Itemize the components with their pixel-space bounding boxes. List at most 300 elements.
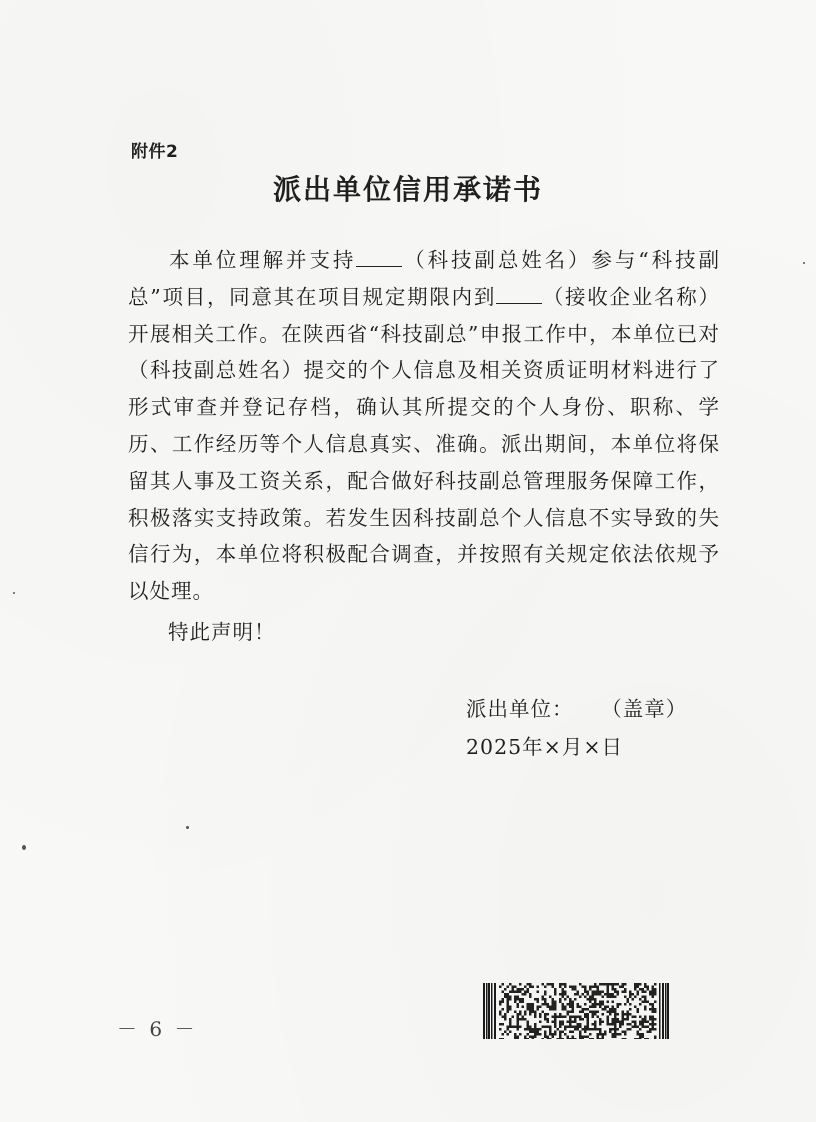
barcode-module xyxy=(607,1018,610,1021)
barcode-module xyxy=(542,998,545,1001)
barcode-module xyxy=(527,1008,530,1011)
barcode-module xyxy=(589,1011,592,1014)
barcode-module xyxy=(544,1036,547,1039)
barcode-module xyxy=(499,1038,502,1039)
barcode-module xyxy=(587,1008,590,1011)
barcode-module xyxy=(514,996,517,999)
barcode-module xyxy=(564,991,567,994)
barcode-module xyxy=(589,1001,592,1004)
barcode-module xyxy=(507,986,510,989)
barcode-module xyxy=(562,1016,565,1019)
barcode-module xyxy=(622,1016,625,1019)
barcode-module xyxy=(574,1018,577,1021)
barcode-module xyxy=(624,991,627,994)
barcode-module xyxy=(629,993,632,996)
barcode-module xyxy=(577,1016,580,1019)
barcode-module xyxy=(567,1003,570,1006)
barcode-module xyxy=(549,1008,552,1011)
barcode-module xyxy=(604,983,607,986)
barcode-module xyxy=(554,1033,557,1036)
barcode-module xyxy=(634,1016,637,1019)
barcode-module xyxy=(539,1021,542,1024)
barcode-module xyxy=(569,1018,572,1021)
barcode-module xyxy=(602,1021,605,1024)
barcode-module xyxy=(594,1013,597,1016)
barcode-module xyxy=(654,1028,657,1031)
barcode-module xyxy=(652,996,655,999)
barcode-module xyxy=(514,998,517,1001)
barcode-module xyxy=(529,1008,532,1011)
barcode-module xyxy=(557,1016,560,1019)
barcode-module xyxy=(642,1021,645,1024)
barcode-module xyxy=(594,983,597,986)
barcode-module xyxy=(532,1003,535,1006)
barcode-module xyxy=(564,1026,567,1029)
barcode-module xyxy=(529,1013,532,1016)
barcode-module xyxy=(592,1006,595,1009)
barcode-module xyxy=(534,1031,537,1034)
scan-speck xyxy=(13,592,15,594)
barcode-module xyxy=(532,1011,535,1014)
signature-block xyxy=(466,690,687,766)
scan-speck xyxy=(22,845,26,850)
barcode-module xyxy=(567,1011,570,1014)
barcode-module xyxy=(519,1001,522,1004)
barcode-module xyxy=(617,983,620,986)
barcode-module xyxy=(607,991,610,994)
barcode-module xyxy=(564,1028,567,1031)
barcode-module xyxy=(629,1013,632,1016)
barcode-module xyxy=(529,986,532,989)
barcode-module xyxy=(547,1003,550,1006)
barcode-module xyxy=(602,1001,605,1004)
body-segment-3: （接收企业名称）开展相关工作。在陕西省“科技副总”申报工作中，本单位已对（科技副总姓名）提交的个人信息及相关资质证明材料进行了形式审查并登记存档，确认其所提交的个人身份、职称、学历、工作经历等个人信息真实、准确。派出期间，本单位将保留其人事及工资关系，配合做好科技副总管理服务保障工作，积极落实支持政策。若发生因科技副总个人信息不实导致的失信行为，本单位将积极配合调查，并按照有关规定依法依规予以处理。 xyxy=(128,284,721,604)
barcode-module xyxy=(502,983,505,986)
barcode-module xyxy=(579,1006,582,1009)
barcode-module xyxy=(637,1026,640,1029)
barcode-module xyxy=(592,993,595,996)
barcode-module xyxy=(522,993,525,996)
barcode-module xyxy=(589,996,592,999)
barcode-module xyxy=(644,986,647,989)
barcode-module xyxy=(619,1026,622,1029)
barcode-module xyxy=(609,1008,612,1011)
barcode-module xyxy=(597,1016,600,1019)
barcode-module xyxy=(619,1023,622,1026)
barcode-module xyxy=(572,1026,575,1029)
barcode-module xyxy=(517,1018,520,1021)
barcode-module xyxy=(579,1016,582,1019)
barcode-module xyxy=(547,1006,550,1009)
barcode-module xyxy=(594,991,597,994)
barcode-module xyxy=(614,996,617,999)
barcode-module xyxy=(507,996,510,999)
barcode-module xyxy=(587,1013,590,1016)
barcode-module xyxy=(649,993,652,996)
barcode-module xyxy=(642,996,645,999)
barcode-module xyxy=(532,1036,535,1039)
barcode-module xyxy=(594,1006,597,1009)
barcode-module xyxy=(627,1018,630,1021)
barcode-module xyxy=(619,986,622,989)
barcode-module xyxy=(599,1031,602,1034)
barcode-module xyxy=(654,1008,657,1011)
barcode-module xyxy=(614,988,617,991)
barcode-module xyxy=(599,993,602,996)
barcode-module xyxy=(599,1001,602,1004)
barcode-module xyxy=(584,1008,587,1011)
barcode-module xyxy=(599,1018,602,1021)
barcode-module xyxy=(544,1031,547,1034)
barcode-module xyxy=(614,1018,617,1021)
barcode-module xyxy=(509,1023,512,1026)
barcode-module xyxy=(509,998,512,1001)
barcode-module xyxy=(554,1016,557,1019)
barcode-module xyxy=(517,988,520,991)
barcode-module xyxy=(499,1001,502,1004)
barcode-module xyxy=(587,1026,590,1029)
barcode-module xyxy=(562,983,565,986)
barcode-module xyxy=(629,1003,632,1006)
barcode-module xyxy=(627,1028,630,1031)
barcode-module xyxy=(622,1023,625,1026)
barcode-module xyxy=(577,1028,580,1031)
barcode-module xyxy=(519,1011,522,1014)
barcode-module xyxy=(654,988,657,991)
barcode-module xyxy=(639,1016,642,1019)
barcode-module xyxy=(647,1026,650,1029)
barcode-module xyxy=(532,986,535,989)
barcode-module xyxy=(577,1006,580,1009)
barcode-module xyxy=(534,1026,537,1029)
barcode-module xyxy=(604,1008,607,1011)
barcode-module xyxy=(559,1038,562,1039)
barcode-module xyxy=(537,1028,540,1031)
barcode-module xyxy=(572,1001,575,1004)
barcode-module xyxy=(507,1001,510,1004)
barcode-module xyxy=(554,1001,557,1004)
barcode-module xyxy=(527,1033,530,1036)
barcode-module xyxy=(604,1006,607,1009)
barcode-module xyxy=(642,1036,645,1039)
barcode-module xyxy=(647,986,650,989)
barcode-module xyxy=(654,1038,657,1039)
barcode-module xyxy=(569,1003,572,1006)
barcode-module xyxy=(549,983,552,986)
barcode-module xyxy=(549,1026,552,1029)
document-title: 派出单位信用承诺书 xyxy=(272,173,543,206)
barcode-module xyxy=(599,1038,602,1039)
barcode-module xyxy=(609,1028,612,1031)
barcode-module xyxy=(637,1011,640,1014)
barcode-module xyxy=(557,1028,560,1031)
barcode-module xyxy=(592,996,595,999)
barcode-module xyxy=(654,1023,657,1026)
barcode-module xyxy=(627,1001,630,1004)
barcode-module xyxy=(514,1026,517,1029)
barcode-module xyxy=(577,993,580,996)
barcode-module xyxy=(572,1008,575,1011)
barcode-module xyxy=(642,1018,645,1021)
barcode-module xyxy=(554,1013,557,1016)
barcode-module xyxy=(564,998,567,1001)
attachment-label: 附件2 xyxy=(131,142,179,162)
barcode-module xyxy=(569,1038,572,1039)
barcode-module xyxy=(527,1006,530,1009)
barcode-module xyxy=(507,1006,510,1009)
barcode-module xyxy=(584,1028,587,1031)
barcode-module xyxy=(629,1028,632,1031)
barcode-module xyxy=(499,1028,502,1031)
barcode-module xyxy=(644,1038,647,1039)
barcode-module xyxy=(579,1011,582,1014)
barcode-module xyxy=(627,1011,630,1014)
barcode-module xyxy=(597,1011,600,1014)
barcode-module xyxy=(527,983,530,986)
barcode-module xyxy=(567,1021,570,1024)
barcode-module xyxy=(507,998,510,1001)
barcode-module xyxy=(652,993,655,996)
barcode-module xyxy=(587,998,590,1001)
barcode-module xyxy=(562,993,565,996)
barcode-module xyxy=(519,991,522,994)
barcode-module xyxy=(542,1026,545,1029)
barcode-module xyxy=(502,998,505,1001)
barcode-module xyxy=(514,1038,517,1039)
barcode-module xyxy=(634,996,637,999)
barcode-module xyxy=(632,1021,635,1024)
barcode-module xyxy=(502,1023,505,1026)
barcode-module xyxy=(527,1021,530,1024)
barcode-module xyxy=(639,1003,642,1006)
barcode-module xyxy=(547,1038,550,1039)
barcode-module xyxy=(544,1003,547,1006)
scan-speck xyxy=(186,826,189,829)
barcode-module xyxy=(639,1028,642,1031)
barcode-module xyxy=(579,1023,582,1026)
barcode-module xyxy=(567,1026,570,1029)
barcode-module xyxy=(569,1026,572,1029)
barcode-module xyxy=(572,1016,575,1019)
barcode-guard-bar xyxy=(667,983,669,1039)
barcode-module xyxy=(529,1003,532,1006)
barcode-module xyxy=(617,1013,620,1016)
barcode-module xyxy=(532,1031,535,1034)
barcode-module xyxy=(582,1036,585,1039)
barcode-module xyxy=(504,993,507,996)
barcode-module xyxy=(584,991,587,994)
barcode-module xyxy=(569,1023,572,1026)
barcode-module xyxy=(537,1001,540,1004)
barcode-module xyxy=(644,1026,647,1029)
barcode-module xyxy=(559,1001,562,1004)
barcode-module xyxy=(612,1021,615,1024)
barcode-module xyxy=(554,1023,557,1026)
barcode-module xyxy=(622,1011,625,1014)
barcode-module xyxy=(584,988,587,991)
barcode-module xyxy=(527,991,530,994)
barcode-module xyxy=(569,1021,572,1024)
barcode-module xyxy=(559,1016,562,1019)
dispatch-unit-label: 派出单位： xyxy=(466,697,574,721)
barcode-guard-bar xyxy=(486,983,488,1039)
barcode-module xyxy=(522,1006,525,1009)
barcode-module xyxy=(592,1028,595,1031)
barcode-module xyxy=(562,1031,565,1034)
barcode-module xyxy=(554,1018,557,1021)
barcode-module xyxy=(562,991,565,994)
barcode-module xyxy=(554,1026,557,1029)
barcode-module xyxy=(517,1021,520,1024)
barcode-module xyxy=(504,1031,507,1034)
barcode-module xyxy=(572,1011,575,1014)
barcode-module xyxy=(622,1031,625,1034)
barcode-module xyxy=(597,1033,600,1036)
barcode-module xyxy=(604,1031,607,1034)
barcode-module xyxy=(587,1036,590,1039)
barcode-module xyxy=(582,1028,585,1031)
barcode-module xyxy=(652,986,655,989)
barcode-module xyxy=(529,1006,532,1009)
barcode-module xyxy=(654,1036,657,1039)
barcode-module xyxy=(609,1023,612,1026)
barcode-module xyxy=(612,1018,615,1021)
barcode-module xyxy=(532,1038,535,1039)
barcode-module xyxy=(634,988,637,991)
barcode-module xyxy=(534,1011,537,1014)
barcode-module xyxy=(644,1021,647,1024)
barcode-module xyxy=(587,993,590,996)
barcode-module xyxy=(632,1016,635,1019)
barcode-module xyxy=(634,1026,637,1029)
barcode-module xyxy=(644,998,647,1001)
barcode-module xyxy=(619,1021,622,1024)
barcode-module xyxy=(499,986,502,989)
barcode-module xyxy=(572,1003,575,1006)
barcode-module xyxy=(602,1038,605,1039)
barcode-module xyxy=(552,1021,555,1024)
barcode-module xyxy=(547,1036,550,1039)
barcode-module xyxy=(549,1028,552,1031)
barcode-module xyxy=(572,986,575,989)
barcode-module xyxy=(612,1028,615,1031)
barcode-module xyxy=(642,988,645,991)
barcode-module xyxy=(622,1021,625,1024)
barcode-module xyxy=(587,1016,590,1019)
name-blank xyxy=(356,248,402,267)
barcode-module xyxy=(634,1023,637,1026)
barcode-module xyxy=(567,1036,570,1039)
barcode-module xyxy=(614,1033,617,1036)
barcode-module xyxy=(622,1038,625,1039)
barcode-module xyxy=(622,1018,625,1021)
barcode-module xyxy=(612,1001,615,1004)
barcode-module xyxy=(544,1013,547,1016)
barcode-module xyxy=(529,996,532,999)
barcode-module xyxy=(609,1013,612,1016)
barcode-module xyxy=(522,1018,525,1021)
barcode-module xyxy=(587,1023,590,1026)
barcode-module xyxy=(582,986,585,989)
barcode-module xyxy=(637,991,640,994)
barcode-module xyxy=(637,1031,640,1034)
barcode-module xyxy=(594,1028,597,1031)
barcode-module xyxy=(642,1001,645,1004)
barcode-module xyxy=(637,983,640,986)
barcode-module xyxy=(572,1006,575,1009)
barcode-module xyxy=(544,1026,547,1029)
barcode-module xyxy=(509,1018,512,1021)
barcode-module xyxy=(624,996,627,999)
barcode-module xyxy=(652,1006,655,1009)
barcode-module xyxy=(544,1016,547,1019)
barcode-module xyxy=(612,1036,615,1039)
barcode-module xyxy=(632,993,635,996)
barcode-module xyxy=(564,993,567,996)
barcode-module xyxy=(592,998,595,1001)
barcode-module xyxy=(574,1016,577,1019)
barcode-module xyxy=(622,983,625,986)
barcode-module xyxy=(594,1001,597,1004)
barcode-module xyxy=(592,1003,595,1006)
barcode-module xyxy=(609,993,612,996)
barcode-module xyxy=(609,996,612,999)
barcode-module xyxy=(554,1008,557,1011)
barcode-module xyxy=(502,1008,505,1011)
barcode-module xyxy=(629,991,632,994)
barcode-module xyxy=(554,1006,557,1009)
barcode-module xyxy=(624,1003,627,1006)
barcode-module xyxy=(559,983,562,986)
barcode-module xyxy=(559,1033,562,1036)
barcode-module xyxy=(592,986,595,989)
barcode-module xyxy=(627,1023,630,1026)
barcode-module xyxy=(574,986,577,989)
barcode-module xyxy=(607,1006,610,1009)
barcode-module xyxy=(632,1026,635,1029)
barcode-module xyxy=(502,991,505,994)
barcode-module xyxy=(564,1033,567,1036)
barcode-module xyxy=(634,1021,637,1024)
barcode-module xyxy=(557,1038,560,1039)
barcode-module xyxy=(532,1006,535,1009)
barcode-module xyxy=(569,998,572,1001)
barcode-module xyxy=(554,1021,557,1024)
barcode-module xyxy=(594,986,597,989)
barcode-module xyxy=(537,1008,540,1011)
barcode-module xyxy=(594,1003,597,1006)
barcode-module xyxy=(644,1008,647,1011)
barcode-module xyxy=(619,1033,622,1036)
barcode-module xyxy=(624,988,627,991)
barcode-image xyxy=(483,983,670,1039)
barcode-module xyxy=(607,996,610,999)
barcode-module xyxy=(544,1033,547,1036)
barcode-module xyxy=(592,991,595,994)
barcode-module xyxy=(639,1023,642,1026)
barcode-module xyxy=(537,986,540,989)
barcode-module xyxy=(514,1036,517,1039)
barcode-module xyxy=(642,1033,645,1036)
barcode-module xyxy=(532,1008,535,1011)
barcode-module xyxy=(537,1033,540,1036)
barcode-module xyxy=(524,991,527,994)
barcode-module xyxy=(517,1003,520,1006)
barcode-module xyxy=(582,1008,585,1011)
barcode-module xyxy=(639,1036,642,1039)
barcode-module xyxy=(617,1028,620,1031)
barcode-module xyxy=(597,986,600,989)
